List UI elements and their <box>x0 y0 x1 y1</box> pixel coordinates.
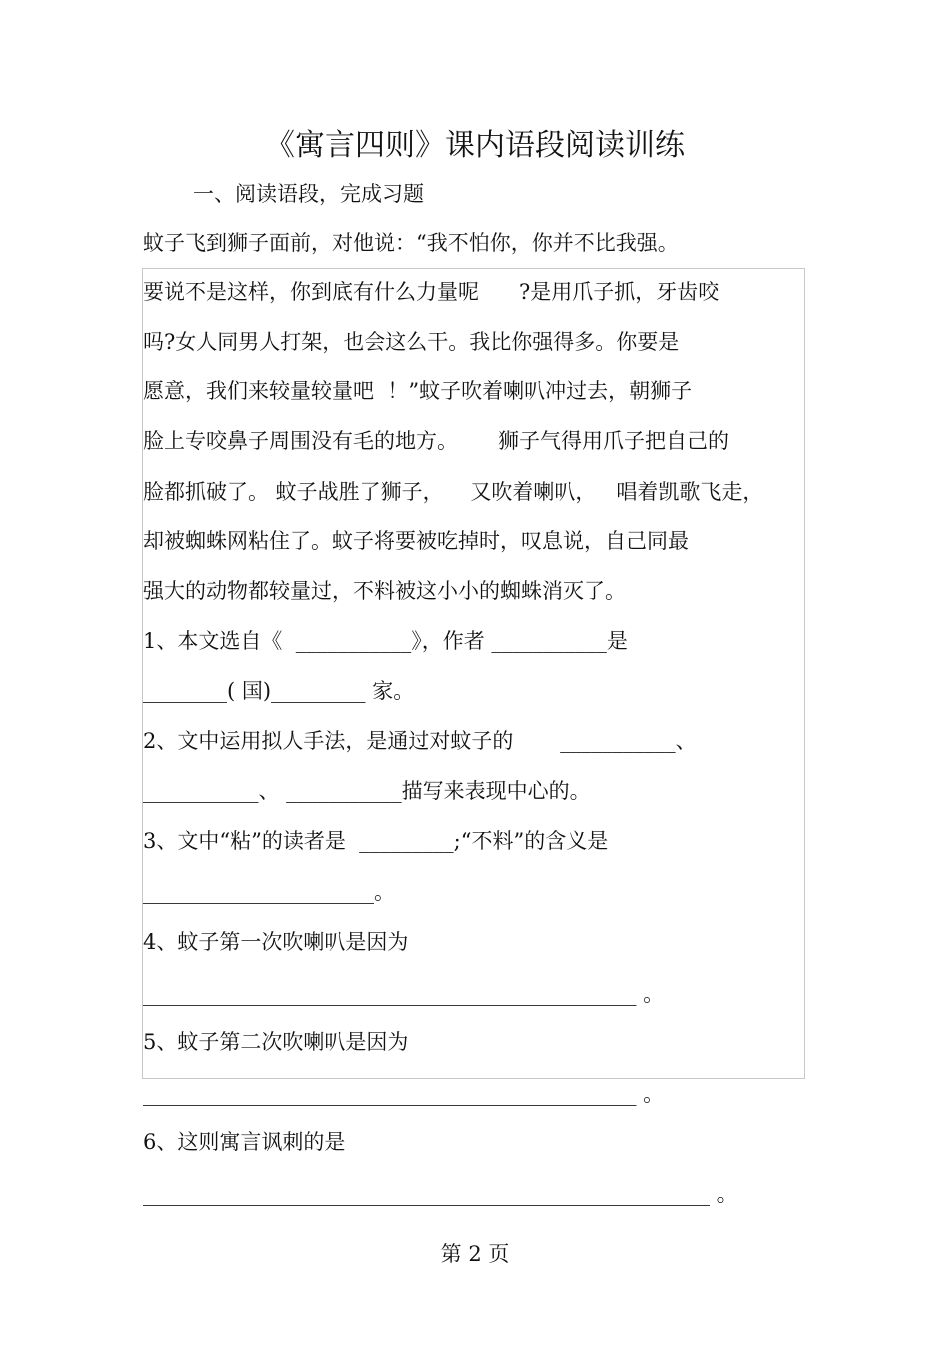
passage-line: 脸都抓破了。 蚊子战胜了狮子， 又吹着喇叭， 唱着凯歌飞走， <box>143 480 764 504</box>
question-4: 4、蚊子第一次吹喇叭是因为 <box>143 930 409 954</box>
question-3-cont: ______________________。 <box>143 880 395 904</box>
passage-line: 要说不是这样，你到底有什么力量呢 ?是用爪子抓，牙齿咬 <box>143 280 720 304</box>
question-6: 6、这则寓言讽刺的是 <box>143 1130 346 1154</box>
passage-line: 脸上专咬鼻子周围没有毛的地方。 狮子气得用爪子把自己的 <box>143 429 730 453</box>
question-1-cont: ________( 国)_________ 家。 <box>143 679 415 703</box>
question-3: 3、文中“粘”的读者是 _________;“不料”的含义是 <box>143 829 609 853</box>
page-title: 《寓言四则》课内语段阅读训练 <box>265 128 685 163</box>
section-heading: 一、阅读语段，完成习题 <box>193 182 424 206</box>
page-number: 第 2 页 <box>440 1242 510 1266</box>
question-1: 1、本文选自《 ___________》，作者 ___________是 <box>143 629 628 653</box>
passage-line: 愿意，我们来较量较量吧 ！”蚊子吹着喇叭冲过去，朝狮子 <box>143 379 693 403</box>
question-6-answer-line: ______________________________________________________ 。 <box>143 1182 738 1206</box>
passage-line: 吗?女人同男人打架，也会这么干。我比你强得多。你要是 <box>143 330 680 354</box>
question-5: 5、蚊子第二次吹喇叭是因为 <box>143 1030 409 1054</box>
question-2: 2、文中运用拟人手法，是通过对蚊子的 ___________、 <box>143 729 697 753</box>
passage-line: 却被蜘蛛网粘住了。蚊子将要被吃掉时，叹息说，自己同最 <box>143 529 689 553</box>
passage-line: 强大的动物都较量过，不料被这小小的蜘蛛消灭了。 <box>143 579 626 603</box>
question-5-answer-line: _______________________________________________ 。 <box>143 1082 665 1106</box>
question-4-answer-line: _______________________________________________ 。 <box>143 982 665 1006</box>
passage-line: 蚊子飞到狮子面前，对他说：“我不怕你，你并不比我强。 <box>143 231 679 255</box>
question-2-cont: ___________、 ___________描写来表现中心的。 <box>143 779 591 803</box>
